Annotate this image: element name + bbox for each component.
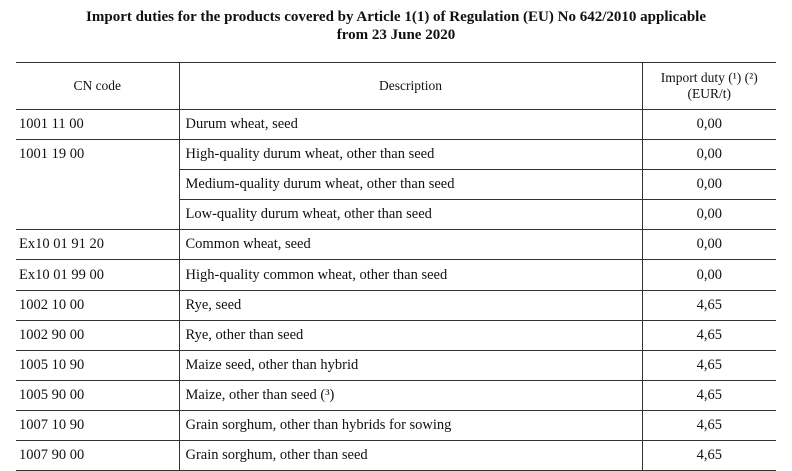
duty-cell: 0,00 <box>642 110 776 140</box>
description-cell: Maize, other than seed (³) <box>179 380 642 410</box>
header-import-duty-unit: (EUR/t) <box>687 86 731 101</box>
table-row <box>16 380 776 410</box>
cn-code-cell <box>16 170 179 200</box>
cn-code-cell: 1002 10 00 <box>16 290 179 320</box>
table-row <box>16 290 776 320</box>
description-cell: High-quality durum wheat, other than seed <box>179 140 642 170</box>
table-header-row <box>16 63 776 110</box>
table-row <box>16 110 776 140</box>
cn-code-cell: 1001 19 00 <box>19 146 85 163</box>
duty-cell: 4,65 <box>642 441 776 471</box>
table-row <box>16 260 776 290</box>
table-row <box>16 410 776 440</box>
table-row <box>16 200 776 230</box>
cn-code-cell: Ex10 01 99 00 <box>16 260 179 290</box>
cn-code-cell: 1005 10 90 <box>16 350 179 380</box>
table-row <box>16 230 776 260</box>
cn-code-cell: 1001 11 00 <box>16 110 179 140</box>
table-row <box>16 320 776 350</box>
duty-cell: 4,65 <box>642 380 776 410</box>
header-cn-code: CN code <box>16 63 179 110</box>
description-cell: Grain sorghum, other than seed <box>179 441 642 471</box>
description-cell: Durum wheat, seed <box>179 110 642 140</box>
header-import-duty-line1: Import duty (¹) (²) <box>660 70 758 85</box>
description-cell: Grain sorghum, other than hybrids for sowing <box>179 410 642 440</box>
cn-code-cell: Ex10 01 91 20 <box>16 230 179 260</box>
duty-cell: 0,00 <box>642 200 776 230</box>
description-cell: Rye, other than seed <box>179 320 642 350</box>
title-line-1: Import duties for the products covered by Article 1(1) of Regulation (EU) No 642/2010 applicable <box>86 9 706 25</box>
description-cell: High-quality common wheat, other than seed <box>179 260 642 290</box>
description-cell: Common wheat, seed <box>179 230 642 260</box>
header-import-duty <box>642 63 776 110</box>
cn-code-cell: 1005 90 00 <box>16 380 179 410</box>
duty-cell: 4,65 <box>642 290 776 320</box>
table-row <box>16 140 776 170</box>
table-row <box>16 441 776 471</box>
document-title <box>0 8 792 44</box>
duty-cell: 0,00 <box>642 260 776 290</box>
cn-code-cell: 1007 90 00 <box>16 441 179 471</box>
description-cell: Low-quality durum wheat, other than seed <box>179 200 642 230</box>
duty-cell: 0,00 <box>642 230 776 260</box>
cn-code-cell: 1007 10 90 <box>16 410 179 440</box>
description-cell: Maize seed, other than hybrid <box>179 350 642 380</box>
duty-cell: 4,65 <box>642 320 776 350</box>
table-row <box>16 170 776 200</box>
cn-code-cell: 1002 90 00 <box>16 320 179 350</box>
duty-cell: 0,00 <box>642 170 776 200</box>
duty-cell: 4,65 <box>642 350 776 380</box>
cn-code-cell <box>16 200 179 230</box>
header-description: Description <box>179 63 642 110</box>
duty-cell: 0,00 <box>642 140 776 170</box>
title-line-2: from 23 June 2020 <box>336 27 456 43</box>
duty-cell: 4,65 <box>642 410 776 440</box>
import-duties-table <box>16 62 776 471</box>
description-cell: Medium-quality durum wheat, other than seed <box>179 170 642 200</box>
description-cell: Rye, seed <box>179 290 642 320</box>
table-row <box>16 350 776 380</box>
